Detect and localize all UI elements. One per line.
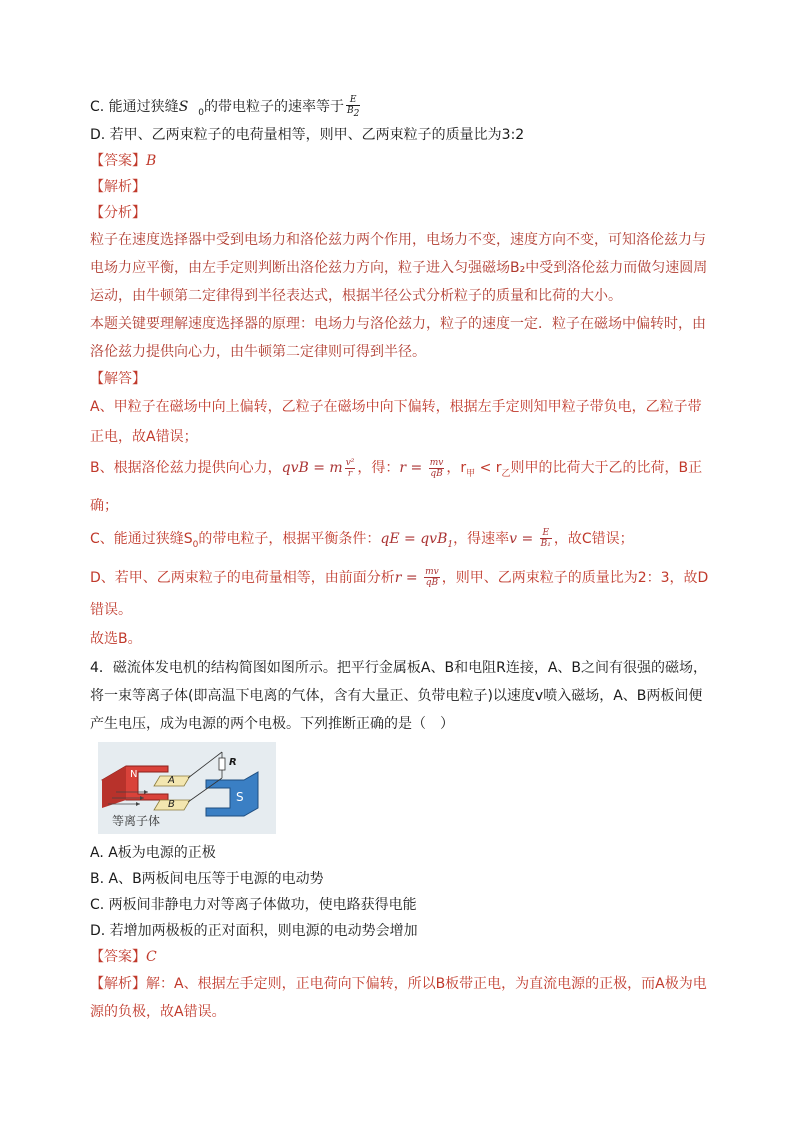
jieda-label: 【解答】 <box>90 371 146 387</box>
label-b: B <box>168 798 175 810</box>
jieda-d: D、若甲、乙两束粒子的电荷量相等，由前面分析r = $\frac{mv}{qB}$ ，则甲、乙两束粒子的质量比为2：3，故D 错误。 <box>90 567 709 618</box>
fenxi-paragraph-1: 粒子在速度选择器中受到电场力和洛伦兹力两个作用，电场力不变，速度方向不变，可知洛伦兹力与电场力应平衡，由左手定则判断出洛伦兹力方向，粒子进入匀强磁场B₂中受到洛伦兹力而做匀速圆周运动，由牛顿第二定律得到半径表达式，根据半径公式分析粒子的质量和比荷的大小。 <box>90 232 708 304</box>
analysis-label: 【解析】 <box>90 179 146 195</box>
q4-option-b: B. A、B两板间电压等于电源的电动势 <box>90 870 324 887</box>
q4-analysis: 【解析】解：A、根据左手定则，正电荷向下偏转，所以B板带正电，为直流电源的正极，而A极为电源的负极，故A错误。 <box>90 975 707 1020</box>
answer-line: 【答案】B <box>90 153 157 169</box>
q4-answer-line: 【答案】C <box>90 948 157 965</box>
q4-stem: 4．磁流体发电机的结构简图如图所示。把平行金属板A、B和电阻R连接，A、B之间有很强的磁场，将一束等离子体(即高温下电离的气体，含有大量正、负带电粒子)以速度v喷入磁场，A、B两板间便产生电压，成为电源的两个电极。下列推断正确的是（ ） <box>90 659 707 732</box>
jieda-c: C、能通过狭缝$S_0$的带电粒子，根据平衡条件：qE = qvB$_1$，得速率v = $\frac{E}{\text{B₁}}$ ，故C错误； <box>90 528 634 550</box>
figure-caption: 等离子体 <box>112 813 161 828</box>
jieda-b: B、根据洛伦兹力提供向心力，qvB = m $\frac{\text{v²}}{r}$ ，得：r = $\frac{mv}{qB}$ ，$r_甲 < r_乙$则甲的比荷大于乙的比荷，B正 确； <box>90 457 703 514</box>
label-s: S <box>236 789 244 804</box>
q4-option-d: D. 若增加两极板的正对面积，则电源的电动势会增加 <box>90 922 418 939</box>
label-n: N <box>130 768 138 780</box>
label-r: R <box>229 756 237 768</box>
option-d: D. 若甲、乙两束粒子的电荷量相等，则甲、乙两束粒子的质量比为3:2 <box>90 127 525 143</box>
conclusion: 故选B。 <box>90 630 142 647</box>
document-page <box>90 92 710 1026</box>
option-c: C. 能通过狭缝S $_0$的带电粒子的速率等于 $\frac{E}{B_2}$ <box>90 95 360 119</box>
mhd-generator-figure <box>98 742 276 834</box>
q4-option-c: C. 两板间非静电力对等离子体做功，使电路获得电能 <box>90 896 417 913</box>
q4-option-a: A. A板为电源的正极 <box>90 844 216 861</box>
jieda-a: A、甲粒子在磁场中向上偏转，乙粒子在磁场中向下偏转，根据左手定则知甲粒子带负电，乙粒子带正电，故A错误； <box>90 399 702 445</box>
fenxi-paragraph-2: 本题关键要理解速度选择器的原理：电场力与洛伦兹力，粒子的速度一定．粒子在磁场中偏转时，由洛伦兹力提供向心力，由牛顿第二定律则可得到半径。 <box>90 316 706 360</box>
label-a: A <box>168 774 175 786</box>
option-c-fraction: $\frac{E}{B_2}$ <box>347 95 360 119</box>
fenxi-label: 【分析】 <box>90 205 146 221</box>
